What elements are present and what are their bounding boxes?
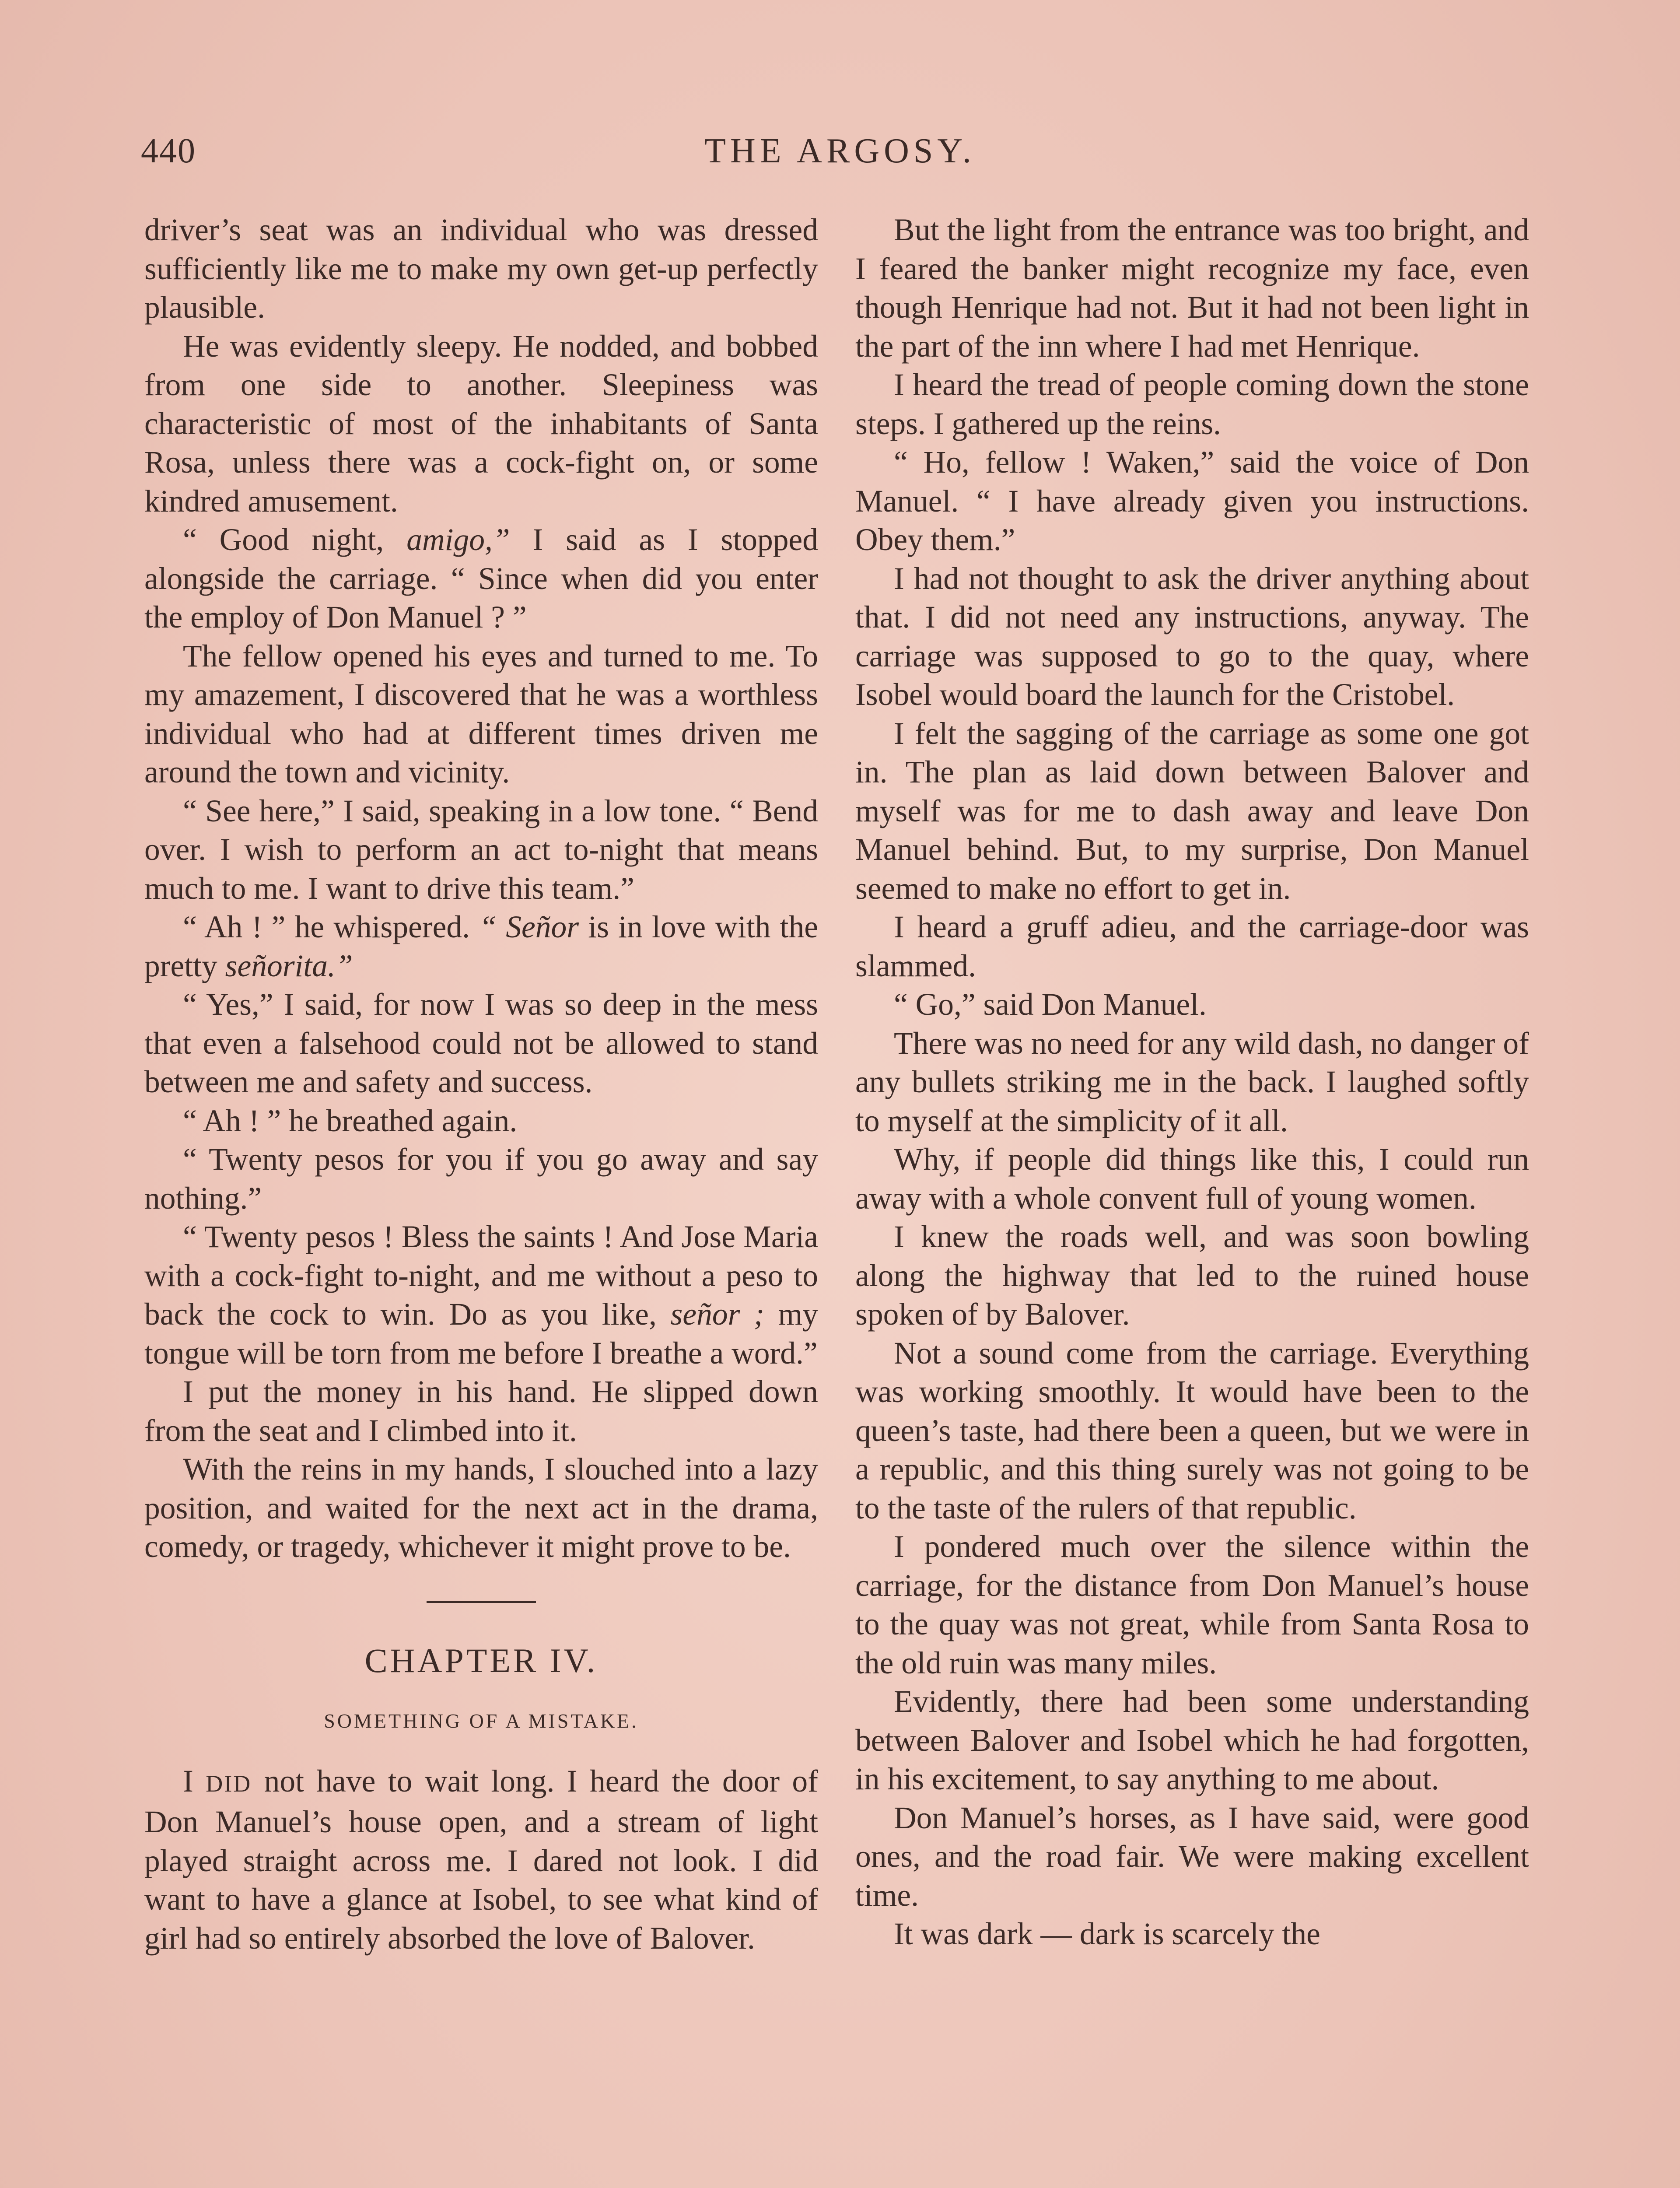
paragraph: But the light from the entrance was too bright, and I feared the banker might recognize my face, even though Henrique had not. But it had not been light in the part of the inn where I had met Henrique.: [855, 213, 1529, 364]
paragraph: “ Ho, fellow ! Waken,” said the voice of Don Manuel. “ I have already given you instructions. Obey them.”: [855, 445, 1529, 557]
paragraph: driver’s seat was an individual who was dressed sufficiently like me to make my own get-up perfectly plausible.: [144, 213, 818, 325]
left-column: [144, 211, 818, 1958]
paragraph: I heard the tread of people coming down the stone steps. I gathered up the reins.: [855, 368, 1529, 441]
paragraph: I knew the roads well, and was soon bowling along the highway that led to the ruined house spoken of by Balover.: [855, 1220, 1529, 1332]
page-number: 440: [141, 132, 196, 170]
paragraph: It was dark — dark is scarcely the: [894, 1917, 1320, 1951]
paragraph: “ Ah ! ” he whispered. “ Señor is in love with the pretty señorita.”: [144, 910, 819, 983]
paragraph: “ See here,” I said, speaking in a low tone. “ Bend over. I wish to perform an act to-night that means much to me. I want to drive this team.”: [144, 793, 818, 906]
paragraph: Don Manuel’s horses, as I have said, were good ones, and the road fair. We were making excellent time.: [855, 1800, 1529, 1913]
paragraph: “ Good night, amigo,” I said as I stopped alongside the carriage. “ Since when did you enter the employ of Don Manuel ? ”: [144, 522, 818, 635]
paragraph: I DID not have to wait long. I heard the door of Don Manuel’s house open, and a stream of light played straight across me. I dared not look. I did want to have a glance at Isobel, to see what kind of girl had so entirely absorbed the love of Balover.: [144, 1764, 818, 1956]
paragraph: I heard a gruff adieu, and the carriage-door was slammed.: [855, 910, 1529, 983]
paragraph: I put the money in his hand. He slipped down from the seat and I climbed into it.: [144, 1375, 818, 1448]
paragraph: “ Twenty pesos ! Bless the saints ! And Jose Maria with a cock-fight to-night, and me without a peso to back the cock to win. Do as you like, señor ; my tongue will be torn from me before I breathe a word.”: [144, 1220, 818, 1371]
paragraph: Not a sound come from the carriage. Everything was working smoothly. It would have been to the queen’s taste, had there been a queen, but we were in a republic, and this thing surely was not going to be to the taste of the rulers of that republic.: [855, 1336, 1529, 1525]
running-head: THE ARGOSY.: [704, 132, 976, 170]
paragraph: There was no need for any wild dash, no danger of any bullets striking me in the back. I laughed softly to myself at the simplicity of it all.: [855, 1026, 1529, 1138]
paragraph: I felt the sagging of the carriage as some one got in. The plan as laid down between Balover and myself was for me to dash away and leave Don Manuel behind. But, to my surprise, Don Manuel seemed to make no effort to get in.: [855, 716, 1529, 906]
paragraph: “ Go,” said Don Manuel.: [894, 987, 1207, 1022]
paragraph: “ Yes,” I said, for now I was so deep in the mess that even a falsehood could not be allowed to stand between me and safety and success.: [144, 987, 818, 1099]
paragraph: He was evidently sleepy. He nodded, and bobbed from one side to another. Sleepiness was characteristic of most of the inhabitants of Santa Rosa, unless there was a cock-fight on, or some kindred amusement.: [144, 329, 818, 519]
chapter-subtitle: SOMETHING OF A MISTAKE.: [324, 1709, 639, 1732]
paragraph: “ Twenty pesos for you if you go away and say nothing.”: [144, 1142, 818, 1216]
paragraph: With the reins in my hands, I slouched into a lazy position, and waited for the next act in the drama, comedy, or tragedy, whichever it might prove to be.: [144, 1452, 818, 1564]
right-column: [855, 211, 1529, 1954]
chapter-title: CHAPTER IV.: [364, 1641, 598, 1680]
paragraph: “ Ah ! ” he breathed again.: [183, 1103, 518, 1138]
paragraph: Evidently, there had been some understanding between Balover and Isobel which he had forgotten, in his excitement, to say anything to me about.: [855, 1684, 1529, 1796]
paragraph: I pondered much over the silence within the carriage, for the distance from Don Manuel’s house to the quay was not great, while from Santa Rosa to the old ruin was many miles.: [855, 1529, 1529, 1680]
paragraph: Why, if people did things like this, I could run away with a whole convent full of young women.: [855, 1142, 1529, 1216]
section-divider: [427, 1601, 536, 1603]
paragraph: The fellow opened his eyes and turned to me. To my amazement, I discovered that he was a worthless individual who had at different times driven me around the town and vicinity.: [144, 638, 818, 789]
paragraph: I had not thought to ask the driver anything about that. I did not need any instructions, anyway. The carriage was supposed to go to the quay, where Isobel would board the launch for the Cristobel.: [855, 561, 1529, 712]
